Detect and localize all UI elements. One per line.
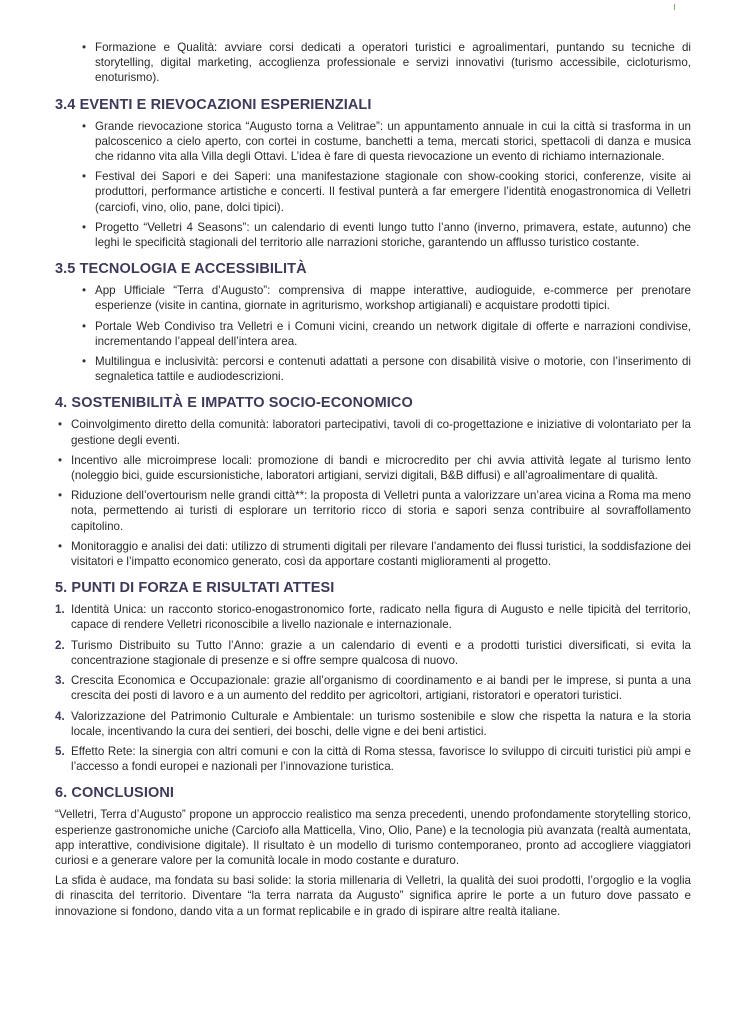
list-item: • Incentivo alle microimprese locali: promozione di bandi e microcredito per chi avvia attività legate al turismo lento (noleggio bici, guide escursionistiche, laboratori artigiani, servizi digitali, B&B diffusi) e all’agroalimentare di qualità. xyxy=(55,453,691,483)
item-text: Turismo Distribuito su Tutto l’Anno: grazie a un calendario di eventi e a prodotti turistici diversificati, si evita la concentrazione stagionale di presenze e si offre sempre qualcosa di nuovo. xyxy=(71,638,691,667)
item-text: Crescita Economica e Occupazionale: grazie all’organismo di coordinamento e ai bandi per le imprese, si punta a una crescita dei posti di lavoro e a un aumento del reddito per agricoltori, artigiani, ristoratori e operatori turistici. xyxy=(71,674,691,703)
list-item: • Festival dei Sapori e dei Saperi: una manifestazione stagionale con show-cooking storici, conferenze, visite ai produttori, performance artistiche e concerti. Il festival punterà a far emergere l’identità enogastronomica di Velletri (carciofi, vino, olio, pane, dolci tipici). xyxy=(79,169,691,215)
conclusion-paragraph: “Velletri, Terra d’Augusto” propone un approccio realistico ma senza precedenti, unendo profondamente storytelling storico, esperienze gastronomiche uniche (Carciofo alla Matticella, Vino, Olio, Pane) e la tecnologia più avanzata (realtà aumentata, app interattive, condivisione digitale). Il risultato è un modello di turismo contemporaneo, pronto ad accogliere viaggiatori curiosi e a generare valore per la comunità locale in modo costante e duraturo. xyxy=(55,808,691,867)
list-item: • Coinvolgimento diretto della comunità: laboratori partecipativi, tavoli di co-progettazione e iniziative di volontariato per la gestione degli eventi. xyxy=(55,417,691,447)
item-number: 3. xyxy=(55,674,65,688)
item-number: 5. xyxy=(55,744,65,758)
item-text: Valorizzazione del Patrimonio Culturale e Ambientale: un turismo sostenibile e slow che rispetta la natura e la storia locale, incentivando la cura dei sentieri, dei boschi, delle vigne e dei beni artistici. xyxy=(71,709,691,738)
list-item: • Multilingua e inclusività: percorsi e contenuti adattati a persone con disabilità visive o motorie, con l’inserimento di segnaletica tattile e audiodescrizioni. xyxy=(79,354,691,384)
section-3-4-list xyxy=(79,119,691,251)
item-number: 2. xyxy=(55,638,65,652)
conclusion-paragraph: La sfida è audace, ma fondata su basi solide: la storia millenaria di Velletri, la qualità dei suoi prodotti, l’orgoglio e la voglia di rinascita del territorio. Diventare “la terra narrata da Augusto” significa aprire le porte a un futuro dove passato e innovazione si fondono, dando vita a un format replicabile e in grado di ispirare altre realtà italiane. xyxy=(55,874,691,918)
list-item: • Monitoraggio e analisi dei dati: utilizzo di strumenti digitali per rilevare l’andamento dei flussi turistici, la soddisfazione dei visitatori e l’impatto economico generato, così da apportare costanti miglioramenti al progetto. xyxy=(55,539,691,569)
list-item xyxy=(55,673,691,703)
list-item: • Progetto “Velletri 4 Seasons”: un calendario di eventi lungo tutto l’anno (inverno, primavera, estate, autunno) che leghi le specificità stagionali del territorio alle narrazioni storiche, garantendo un afflusso turistico costante. xyxy=(79,220,691,250)
list-item: • Riduzione dell’overtourism nelle grandi città**: la proposta di Velletri punta a valorizzare un’area vicina a Roma ma meno nota, permettendo ai turisti di esplorare un territorio ricco di storia e sapori senza contribuire al sovraffollamento capitolino. xyxy=(55,488,691,534)
list-item xyxy=(55,744,691,774)
item-text: Effetto Rete: la sinergia con altri comuni e con la città di Roma stessa, favorisce lo sviluppo di circuiti turistici più ampi e l’accesso a fondi europei e nazionali per l’innovazione turistica. xyxy=(71,744,691,774)
intro-bullet-list xyxy=(79,40,691,86)
item-number: 4. xyxy=(55,709,65,723)
section-5-list xyxy=(55,602,691,774)
section-3-5-list xyxy=(79,283,691,384)
list-item: • App Ufficiale “Terra d’Augusto”: comprensiva di mappe interattive, audioguide, e-commerce per prenotare esperienze (visite in cantina, giornate in agriturismo, workshop artigianali) e acquistare prodotti tipici. xyxy=(79,283,691,313)
document-body xyxy=(55,40,691,924)
section-heading-3-5: 3.5 TECNOLOGIA E ACCESSIBILITÀ xyxy=(55,261,307,278)
list-item xyxy=(55,638,691,668)
list-item xyxy=(55,602,691,632)
section-4-list xyxy=(55,417,691,569)
section-heading-5: 5. PUNTI DI FORZA E RISULTATI ATTESI xyxy=(55,580,335,597)
section-heading-3-4: 3.4 EVENTI E RIEVOCAZIONI ESPERIENZIALI xyxy=(55,96,372,113)
section-heading-6: 6. CONCLUSIONI xyxy=(55,785,175,802)
section-heading-4: 4. SOSTENIBILITÀ E IMPATTO SOCIO-ECONOMICO xyxy=(55,395,413,412)
scan-mark xyxy=(674,4,675,10)
list-item: • Formazione e Qualità: avviare corsi dedicati a operatori turistici e agroalimentari, puntando su tecniche di storytelling, digital marketing, accoglienza professionale e servizi innovativi (turismo accessibile, cicloturismo, enoturismo). xyxy=(79,40,691,86)
item-number: 1. xyxy=(55,603,65,617)
list-item: • Grande rievocazione storica “Augusto torna a Velitrae”: un appuntamento annuale in cui la città si trasforma in un palcoscenico a cielo aperto, con cortei in costume, banchetti a tema, mercati storici, spettacoli di danza e musica che ridanno vita alla Villa degli Ottavi. L’idea è fare di questa rievocazione un evento di richiamo internazionale. xyxy=(79,119,691,165)
list-item xyxy=(55,709,691,739)
list-item: • Portale Web Condiviso tra Velletri e i Comuni vicini, creando un network digitale di offerte e narrazioni condivise, incrementando l’appeal dell’intera area. xyxy=(79,319,691,349)
item-text: Identità Unica: un racconto storico-enogastronomico forte, radicato nella figura di Augusto e nelle tipicità del territorio, capace di rendere Velletri riconoscibile a livello nazionale e internazionale. xyxy=(71,603,691,632)
